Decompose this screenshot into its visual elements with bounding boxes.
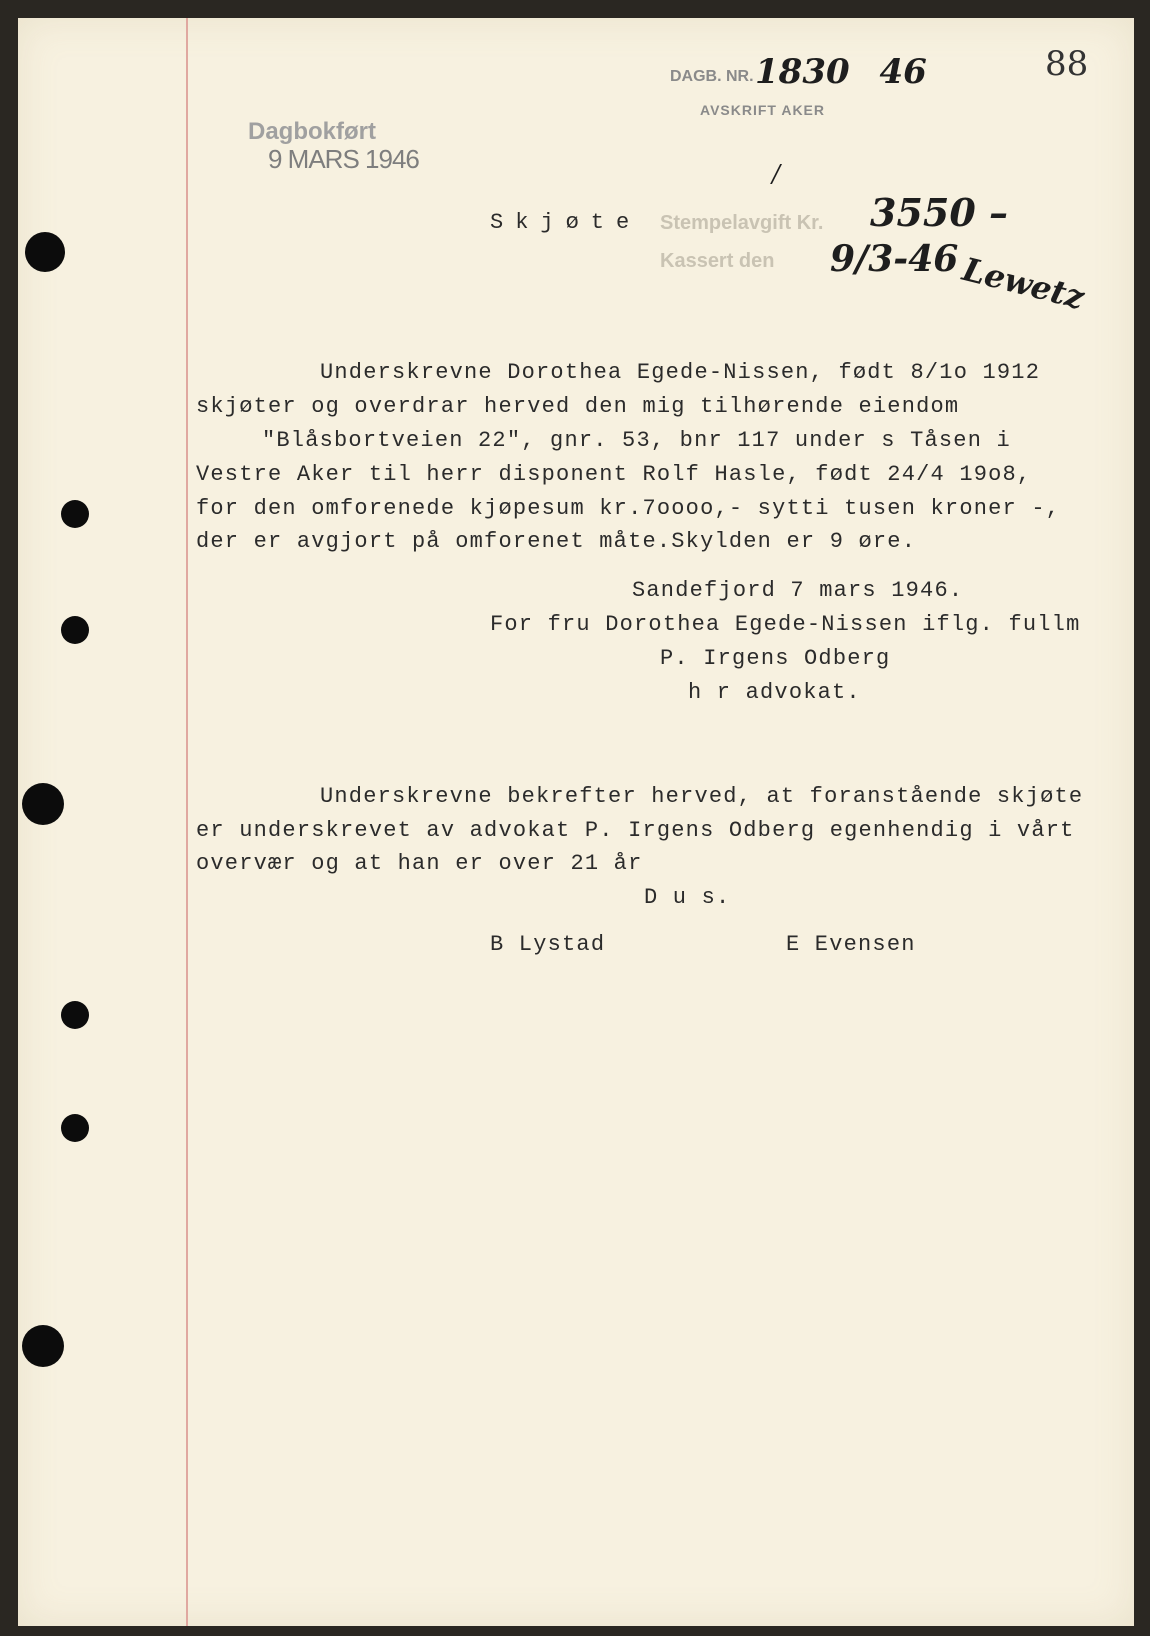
fee-signature: Lewetz — [958, 250, 1089, 317]
dagbokfort-stamp-label: Dagbokført — [248, 118, 376, 145]
dus-closing: D u s. — [644, 885, 731, 910]
dagb-number: 1830 — [755, 52, 850, 92]
dagb-prefix: DAGB. NR. — [670, 68, 754, 85]
binder-hole — [22, 1325, 64, 1367]
attorney-title: h r advokat. — [688, 680, 861, 705]
binder-hole — [61, 500, 89, 528]
witness-signature-1: B Lystad — [490, 932, 606, 957]
place-date: Sandefjord 7 mars 1946. — [632, 578, 964, 603]
witness-line: er underskrevet av advokat P. Irgens Odberg egenhendig i vårt — [196, 818, 1075, 843]
witness-line: Underskrevne bekrefter herved, at foranstående skjøte — [320, 784, 1084, 809]
dagbokfort-stamp-date: 9 MARS 1946 — [268, 144, 419, 174]
witness-line: overvær og at han er over 21 år — [196, 851, 643, 876]
binder-hole — [61, 616, 89, 644]
binder-hole — [22, 783, 64, 825]
avskrift-stamp: AVSKRIFT AKER — [700, 102, 825, 118]
binder-hole — [61, 1001, 89, 1029]
fee-date: 9/3-46 — [830, 238, 959, 280]
dagbok-number-stamp — [670, 68, 754, 86]
dagb-number-handwritten — [755, 52, 927, 92]
page-number: 88 — [1045, 44, 1089, 84]
attorney-name: P. Irgens Odberg — [660, 646, 891, 671]
fee-amount: 3550 – — [870, 190, 1008, 235]
dagb-year: 46 — [879, 52, 927, 92]
deed-line: skjøter og overdrar herved den mig tilhørende eiendom — [196, 394, 960, 419]
kassert-stamp-text: Kassert den — [660, 250, 775, 272]
binder-hole — [61, 1114, 89, 1142]
witness-signature-2: E Evensen — [786, 932, 916, 957]
stempel-stamp-text: Stempelavgift Kr. — [660, 212, 824, 234]
deed-line: Underskrevne Dorothea Egede-Nissen, født 8/1o 1912 — [320, 360, 1041, 385]
on-behalf-line: For fru Dorothea Egede-Nissen iflg. fullm — [490, 612, 1081, 637]
deed-line: Vestre Aker til herr disponent Rolf Hasle, født 24/4 19o8, — [196, 462, 1032, 487]
deed-line: for den omforenede kjøpesum kr.7oooo,- sytti tusen kroner -, — [196, 496, 1061, 521]
deed-line: "Blåsbortveien 22", gnr. 53, bnr 117 under s Tåsen i — [262, 428, 1011, 453]
stroke-mark: / — [772, 160, 781, 188]
binder-hole — [25, 232, 65, 272]
margin-line — [186, 18, 188, 1626]
document-title: Skjøte — [490, 210, 642, 235]
deed-line: der er avgjort på omforenet måte.Skylden er 9 øre. — [196, 529, 917, 554]
